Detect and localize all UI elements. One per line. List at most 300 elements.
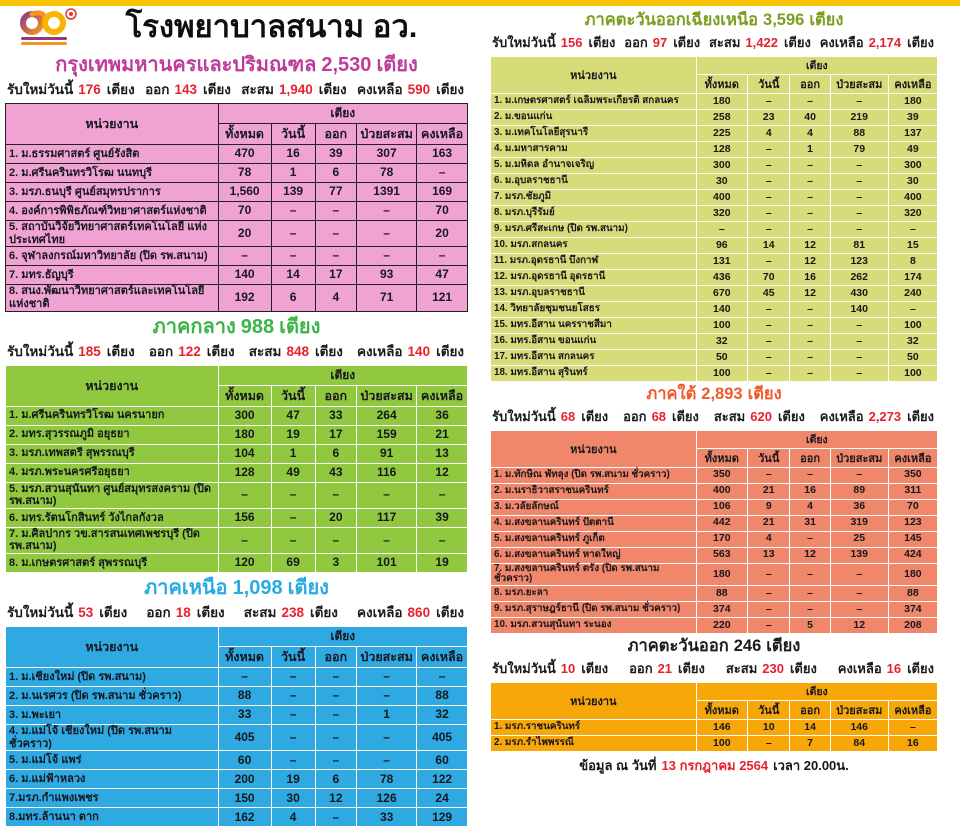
- region-total-beds: 2,530: [321, 54, 372, 76]
- value-cell: 60: [218, 751, 271, 770]
- value-cell: 19: [271, 770, 315, 789]
- value-cell: 69: [271, 554, 315, 573]
- value-cell: 139: [271, 183, 315, 202]
- value-cell: 39: [417, 508, 468, 527]
- value-cell: 30: [888, 173, 937, 189]
- stat-item: [146, 601, 224, 623]
- table-row: [491, 365, 938, 381]
- value-cell: 400: [888, 189, 937, 205]
- value-cell: 140: [830, 301, 888, 317]
- table-row: [491, 547, 938, 563]
- value-cell: 8: [888, 253, 937, 269]
- col-header-unit: หน่วยงาน: [6, 627, 219, 668]
- beds-word: เตียง: [106, 343, 135, 359]
- value-cell: 1: [790, 141, 830, 157]
- value-cell: 25: [830, 531, 888, 547]
- value-cell: –: [830, 173, 888, 189]
- region-table: [5, 365, 468, 574]
- unit-cell: 2. ม.นเรศวร (ปิด รพ.สนาม ชั่วคราว): [6, 687, 219, 706]
- value-cell: –: [271, 202, 315, 221]
- beds-word: เตียง: [376, 54, 418, 76]
- value-cell: 200: [218, 770, 271, 789]
- beds-word: เตียง: [206, 343, 235, 359]
- value-cell: 12: [790, 237, 830, 253]
- value-cell: 146: [696, 719, 747, 735]
- value-cell: 14: [748, 237, 790, 253]
- table-row: [491, 735, 938, 751]
- value-cell: –: [748, 189, 790, 205]
- beds-word: เตียง: [99, 605, 128, 621]
- value-cell: 71: [357, 285, 417, 311]
- stat-item: [820, 32, 934, 53]
- value-cell: 122: [417, 770, 468, 789]
- region-east: [490, 637, 938, 752]
- value-cell: 120: [218, 554, 271, 573]
- value-cell: –: [790, 333, 830, 349]
- value-cell: 32: [417, 706, 468, 725]
- beds-word: เตียง: [196, 605, 225, 621]
- value-cell: 100: [696, 735, 747, 751]
- col-subheader: ป่วยสะสม: [830, 74, 888, 93]
- stat-label: รับใหม่วันนี้: [7, 343, 74, 359]
- unit-cell: 6. ม.แม่ฟ้าหลวง: [6, 770, 219, 789]
- table-header-row: [6, 365, 468, 385]
- stat-item: [7, 340, 135, 362]
- stat-item: [709, 32, 811, 53]
- stat-value: 1,422: [745, 34, 778, 50]
- table-row: [6, 183, 468, 202]
- value-cell: 240: [888, 285, 937, 301]
- stat-value: 97: [652, 34, 668, 50]
- stat-value: 143: [174, 82, 197, 97]
- value-cell: –: [357, 221, 417, 247]
- stat-label: ออก: [145, 82, 170, 97]
- unit-cell: 2. มรภ.รำไพพรรณี: [491, 735, 697, 751]
- unit-cell: 17. มทร.อีสาน สกลนคร: [491, 349, 697, 365]
- value-cell: 300: [218, 406, 271, 425]
- value-cell: –: [748, 301, 790, 317]
- region-title: [5, 576, 468, 600]
- col-subheader: ออก: [315, 385, 357, 406]
- value-cell: –: [315, 725, 357, 751]
- value-cell: 1,560: [218, 183, 271, 202]
- value-cell: 13: [748, 547, 790, 563]
- col-subheader: ออก: [790, 700, 830, 719]
- col-subheader: วันนี้: [271, 385, 315, 406]
- value-cell: 1: [357, 706, 417, 725]
- value-cell: 264: [357, 406, 417, 425]
- value-cell: 319: [830, 515, 888, 531]
- region-name: ภาคใต้: [646, 384, 697, 403]
- col-header-unit: หน่วยงาน: [6, 365, 219, 406]
- value-cell: 50: [888, 349, 937, 365]
- unit-cell: 3. ม.เทคโนโลยีสุรนารี: [491, 125, 697, 141]
- value-cell: –: [271, 668, 315, 687]
- region-table: [490, 56, 938, 382]
- value-cell: –: [271, 706, 315, 725]
- value-cell: 32: [888, 333, 937, 349]
- value-cell: 4: [790, 125, 830, 141]
- unit-cell: 7. มทร.ธัญบุรี: [6, 266, 219, 285]
- table-row: [491, 93, 938, 109]
- stat-value: 2,174: [868, 34, 902, 50]
- unit-cell: 10. มรภ.สวนสุนันทา ระนอง: [491, 618, 697, 634]
- col-subheader: คงเหลือ: [888, 700, 937, 719]
- table-row: [491, 205, 938, 221]
- unit-cell: 9. มรภ.ศรีสะเกษ (ปิด รพ.สนาม): [491, 221, 697, 237]
- value-cell: 405: [218, 725, 271, 751]
- beds-word: เตียง: [106, 82, 135, 97]
- value-cell: –: [830, 157, 888, 173]
- value-cell: 79: [830, 141, 888, 157]
- value-cell: 78: [357, 164, 417, 183]
- stat-value: 140: [407, 343, 431, 359]
- table-row: [6, 221, 468, 247]
- unit-cell: 18. มทร.อีสาน สุรินทร์: [491, 365, 697, 381]
- value-cell: 100: [696, 317, 747, 333]
- table-row: [491, 221, 938, 237]
- region-total-beds: 246: [733, 637, 762, 656]
- unit-cell: 1. ม.เชียงใหม่ (ปิด รพ.สนาม): [6, 668, 219, 687]
- table-row: [6, 554, 468, 573]
- col-subheader: วันนี้: [271, 647, 315, 668]
- stat-label: สะสม: [243, 605, 277, 621]
- value-cell: –: [888, 719, 937, 735]
- table-row: [491, 189, 938, 205]
- region-name: ภาคเหนือ: [144, 577, 228, 600]
- mhesi-logo-icon: [17, 8, 89, 57]
- value-cell: 31: [790, 515, 830, 531]
- unit-cell: 2. ม.ขอนแก่น: [491, 109, 697, 125]
- value-cell: 6: [315, 770, 357, 789]
- stat-item: [249, 340, 343, 362]
- value-cell: –: [830, 333, 888, 349]
- stat-item: [357, 78, 464, 100]
- value-cell: –: [790, 205, 830, 221]
- value-cell: –: [790, 531, 830, 547]
- value-cell: 405: [417, 725, 468, 751]
- stat-item: [7, 601, 127, 623]
- table-row: [6, 247, 468, 266]
- value-cell: 123: [830, 253, 888, 269]
- table-row: [491, 618, 938, 634]
- table-row: [491, 349, 938, 365]
- value-cell: 32: [696, 333, 747, 349]
- value-cell: 12: [830, 618, 888, 634]
- value-cell: –: [271, 508, 315, 527]
- stat-label: ออก: [148, 343, 174, 359]
- data-asof-footer: [490, 755, 938, 776]
- stat-label: ออก: [624, 34, 648, 50]
- value-cell: 9: [748, 499, 790, 515]
- stat-value: 18: [175, 605, 191, 621]
- value-cell: –: [830, 189, 888, 205]
- unit-cell: 6. มทร.รัตนโกสินทร์ วังไกลกังวล: [6, 508, 219, 527]
- unit-cell: 7. มรภ.ชัยภูมิ: [491, 189, 697, 205]
- value-cell: –: [271, 247, 315, 266]
- value-cell: 12: [790, 285, 830, 301]
- beds-word: เตียง: [309, 605, 338, 621]
- unit-cell: 8. มรภ.บุรีรัมย์: [491, 205, 697, 221]
- value-cell: –: [417, 247, 468, 266]
- value-cell: 146: [830, 719, 888, 735]
- value-cell: 20: [218, 221, 271, 247]
- table-row: [491, 253, 938, 269]
- col-subheader: ออก: [315, 124, 357, 145]
- unit-cell: 6. ม.อุบลราชธานี: [491, 173, 697, 189]
- region-name: ภาคตะวันออก: [627, 637, 729, 656]
- col-subheader: ทั้งหมด: [696, 700, 747, 719]
- stat-item: [623, 406, 699, 427]
- value-cell: –: [271, 221, 315, 247]
- region-name: กรุงเทพมหานครและปริมณฑล: [55, 54, 317, 76]
- unit-cell: 8. ม.เกษตรศาสตร์ สุพรรณบุรี: [6, 554, 219, 573]
- value-cell: 180: [218, 425, 271, 444]
- beds-word: เตียง: [318, 82, 347, 97]
- table-row: [6, 266, 468, 285]
- value-cell: –: [830, 221, 888, 237]
- value-cell: 4: [790, 499, 830, 515]
- value-cell: 174: [888, 269, 937, 285]
- value-cell: 24: [417, 789, 468, 808]
- value-cell: –: [271, 687, 315, 706]
- table-row: [6, 789, 468, 808]
- value-cell: –: [790, 301, 830, 317]
- table-row: [6, 808, 468, 827]
- value-cell: 12: [315, 789, 357, 808]
- value-cell: 180: [888, 563, 937, 586]
- stat-label: รับใหม่วันนี้: [492, 34, 556, 50]
- value-cell: 50: [696, 349, 747, 365]
- region-title: [490, 11, 938, 31]
- region-table: [490, 682, 938, 752]
- value-cell: –: [417, 164, 468, 183]
- col-subheader: ออก: [790, 74, 830, 93]
- value-cell: 219: [830, 109, 888, 125]
- value-cell: –: [830, 563, 888, 586]
- col-subheader: ทั้งหมด: [218, 647, 271, 668]
- value-cell: –: [315, 482, 357, 508]
- value-cell: 106: [696, 499, 747, 515]
- value-cell: 128: [696, 141, 747, 157]
- col-subheader: ออก: [315, 647, 357, 668]
- table-row: [6, 725, 468, 751]
- value-cell: –: [790, 602, 830, 618]
- value-cell: 159: [357, 425, 417, 444]
- col-header-bed: เตียง: [696, 430, 937, 448]
- unit-cell: 5. มรภ.สวนสุนันทา ศูนย์สมุทรสงคราม (ปิด รพ.สนาม): [6, 482, 219, 508]
- value-cell: 43: [315, 463, 357, 482]
- stat-item: [492, 658, 608, 679]
- beds-word: เตียง: [581, 408, 609, 424]
- value-cell: 60: [417, 751, 468, 770]
- table-row: [491, 317, 938, 333]
- stat-value: 176: [78, 82, 101, 97]
- value-cell: 13: [417, 444, 468, 463]
- value-cell: 81: [830, 237, 888, 253]
- unit-cell: 16. มทร.อีสาน ขอนแก่น: [491, 333, 697, 349]
- stat-item: [244, 601, 338, 623]
- unit-cell: 1. ม.ศรีนครินทรวิโรฒ นครนายก: [6, 406, 219, 425]
- value-cell: –: [830, 467, 888, 483]
- stat-value: 860: [407, 605, 431, 621]
- value-cell: 258: [696, 109, 747, 125]
- value-cell: 70: [218, 202, 271, 221]
- value-cell: 4: [271, 808, 315, 827]
- value-cell: 300: [696, 157, 747, 173]
- region-name: ภาคกลาง: [152, 315, 236, 338]
- value-cell: 180: [696, 93, 747, 109]
- beds-word: เตียง: [673, 34, 701, 50]
- stat-label: รับใหม่วันนี้: [7, 82, 74, 97]
- value-cell: –: [218, 668, 271, 687]
- value-cell: –: [315, 221, 357, 247]
- value-cell: 169: [417, 183, 468, 202]
- value-cell: 6: [315, 444, 357, 463]
- value-cell: 12: [790, 547, 830, 563]
- stat-item: [7, 78, 135, 100]
- value-cell: 192: [218, 285, 271, 311]
- col-subheader: ทั้งหมด: [696, 74, 747, 93]
- stat-item: [241, 78, 346, 100]
- table-row: [6, 482, 468, 508]
- unit-cell: 5. ม.สงขลานครินทร์ ภูเก็ต: [491, 531, 697, 547]
- stat-label: ออก: [623, 408, 647, 424]
- value-cell: 150: [218, 789, 271, 808]
- value-cell: –: [748, 157, 790, 173]
- unit-cell: 1. ม.ธรรมศาสตร์ ศูนย์รังสิต: [6, 145, 219, 164]
- region-stats: [5, 600, 468, 626]
- table-header-row: [6, 104, 468, 124]
- value-cell: –: [748, 602, 790, 618]
- beds-word: เตียง: [678, 660, 705, 676]
- table-row: [491, 237, 938, 253]
- table-row: [491, 141, 938, 157]
- col-subheader: วันนี้: [748, 74, 790, 93]
- beds-word: เตียง: [907, 660, 934, 676]
- value-cell: –: [357, 687, 417, 706]
- value-cell: 91: [357, 444, 417, 463]
- value-cell: –: [696, 221, 747, 237]
- stat-item: [357, 601, 464, 623]
- value-cell: 126: [357, 789, 417, 808]
- beds-word: เตียง: [907, 408, 934, 424]
- value-cell: –: [357, 202, 417, 221]
- value-cell: –: [748, 333, 790, 349]
- stat-value: 185: [78, 343, 101, 359]
- value-cell: 12: [417, 463, 468, 482]
- value-cell: 320: [696, 205, 747, 221]
- value-cell: –: [748, 349, 790, 365]
- unit-cell: 4. ม.มหาสารคาม: [491, 141, 697, 157]
- stat-value: 156: [560, 34, 583, 50]
- region-total-beds: 2,893: [701, 384, 743, 403]
- value-cell: 170: [696, 531, 747, 547]
- table-row: [491, 173, 938, 189]
- value-cell: –: [315, 706, 357, 725]
- value-cell: 220: [696, 618, 747, 634]
- value-cell: 1: [271, 444, 315, 463]
- unit-cell: 7. ม.ศิลปากร วข.สารสนเทศเพชรบุรี (ปิด รพ.สนาม): [6, 527, 219, 553]
- value-cell: 14: [271, 266, 315, 285]
- stat-item: [624, 32, 700, 53]
- unit-cell: 15. มทร.อีสาน นครราชสีมา: [491, 317, 697, 333]
- table-row: [6, 706, 468, 725]
- value-cell: 311: [888, 483, 937, 499]
- stat-value: 122: [178, 343, 201, 359]
- beds-word: เตียง: [581, 660, 609, 676]
- table-row: [6, 687, 468, 706]
- content-columns: [0, 6, 960, 827]
- value-cell: –: [748, 365, 790, 381]
- value-cell: –: [790, 349, 830, 365]
- value-cell: –: [271, 482, 315, 508]
- col-subheader: ทั้งหมด: [696, 448, 747, 467]
- col-header-bed: เตียง: [218, 365, 467, 385]
- stat-value: 53: [78, 605, 94, 621]
- value-cell: 12: [790, 253, 830, 269]
- value-cell: –: [830, 205, 888, 221]
- stat-label: รับใหม่วันนี้: [7, 605, 74, 621]
- value-cell: 374: [888, 602, 937, 618]
- region-title: [490, 637, 938, 657]
- col-subheader: วันนี้: [748, 700, 790, 719]
- table-row: [491, 109, 938, 125]
- table-row: [6, 164, 468, 183]
- value-cell: 100: [888, 365, 937, 381]
- value-cell: 30: [271, 789, 315, 808]
- table-row: [6, 425, 468, 444]
- value-cell: 78: [357, 770, 417, 789]
- stat-value: 230: [762, 660, 784, 676]
- stat-label: สะสม: [241, 82, 274, 97]
- footer-prefix: ข้อมูล ณ วันที่: [579, 757, 657, 773]
- value-cell: 1391: [357, 183, 417, 202]
- value-cell: –: [790, 221, 830, 237]
- value-cell: 10: [748, 719, 790, 735]
- value-cell: 77: [315, 183, 357, 202]
- value-cell: 84: [830, 735, 888, 751]
- value-cell: 350: [888, 467, 937, 483]
- value-cell: 17: [315, 425, 357, 444]
- stat-label: คงเหลือ: [837, 660, 882, 676]
- value-cell: 40: [790, 109, 830, 125]
- table-row: [6, 668, 468, 687]
- stat-value: 10: [560, 660, 576, 676]
- value-cell: 117: [357, 508, 417, 527]
- table-header-row: [491, 682, 938, 700]
- value-cell: –: [830, 602, 888, 618]
- value-cell: 140: [696, 301, 747, 317]
- value-cell: –: [748, 467, 790, 483]
- col-header-unit: หน่วยงาน: [491, 56, 697, 93]
- unit-cell: 3. มรภ.ธนบุรี ศูนย์สมุทรปราการ: [6, 183, 219, 202]
- value-cell: 100: [888, 317, 937, 333]
- value-cell: 33: [218, 706, 271, 725]
- table-row: [6, 770, 468, 789]
- region-stats: [490, 31, 938, 56]
- unit-cell: 2. ม.ศรีนครินทรวิโรฒ นนทบุรี: [6, 164, 219, 183]
- value-cell: –: [315, 668, 357, 687]
- stat-label: สะสม: [725, 660, 758, 676]
- value-cell: 49: [271, 463, 315, 482]
- table-row: [491, 586, 938, 602]
- value-cell: –: [888, 301, 937, 317]
- col-header-bed: เตียง: [218, 104, 467, 124]
- value-cell: 400: [696, 483, 747, 499]
- unit-cell: 7.มรภ.กำแพงเพชร: [6, 789, 219, 808]
- value-cell: 3: [315, 554, 357, 573]
